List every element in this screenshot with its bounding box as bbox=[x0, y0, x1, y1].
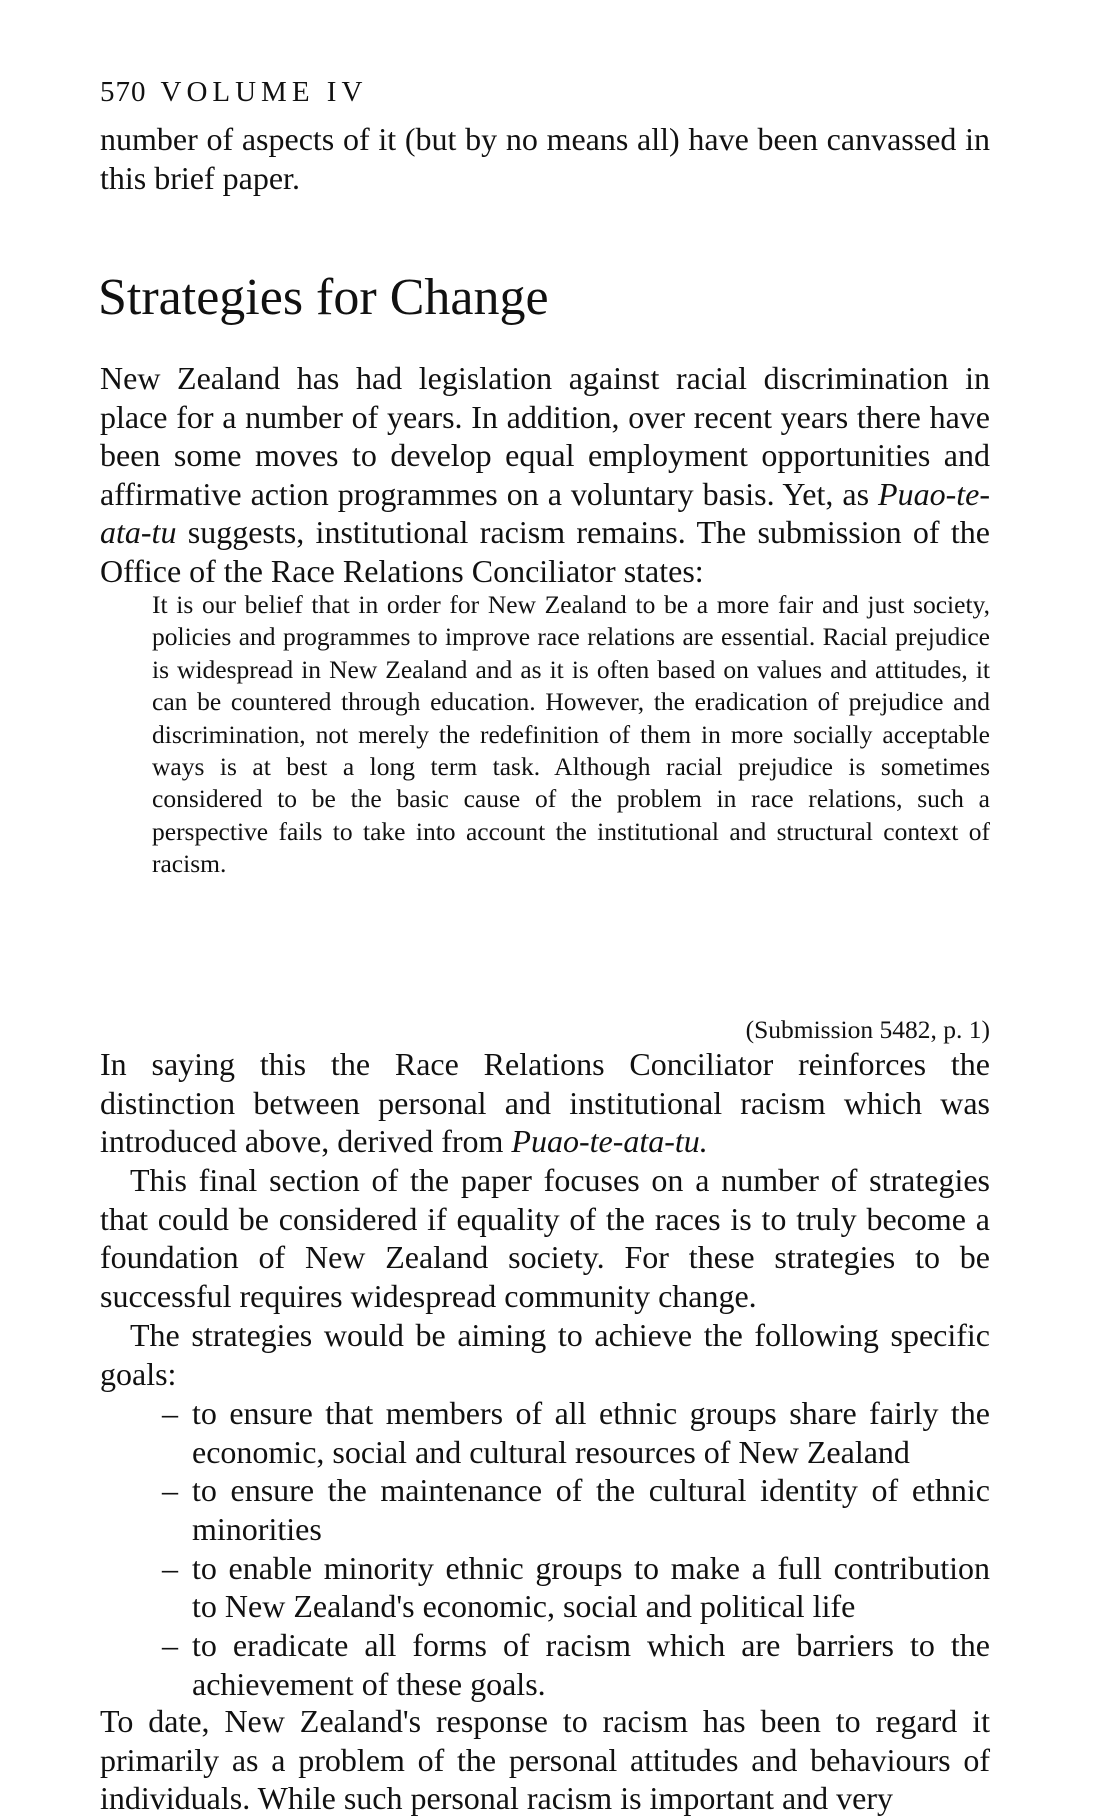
volume-label: VOLUME IV bbox=[160, 76, 368, 108]
page-number: 570 bbox=[100, 76, 147, 108]
goal-item bbox=[162, 1549, 990, 1626]
intro-block bbox=[100, 120, 990, 197]
goal-text: to enable minority ethnic groups to make a full contribution to New Zealand's economic, social and political life bbox=[192, 1549, 990, 1625]
goal-text: to eradicate all forms of racism which are barriers to the achievement of these goals. bbox=[192, 1627, 990, 1702]
quote-citation: (Submission 5482, p. 1) bbox=[745, 1015, 990, 1044]
goal-dash: – bbox=[162, 1472, 178, 1509]
paragraph-1-title: Puao-te-ata-tu bbox=[100, 475, 990, 551]
goal-dash: – bbox=[162, 1549, 178, 1586]
paragraph-4-block bbox=[100, 1316, 990, 1393]
paragraph-5-block bbox=[100, 1702, 990, 1818]
paragraph-3-block bbox=[100, 1161, 990, 1315]
paragraph-1-block bbox=[100, 359, 990, 591]
paragraph-2-block bbox=[100, 1045, 990, 1161]
section-heading: Strategies for Change bbox=[98, 269, 549, 326]
paragraph-1-text-after: suggests, institutional racism remains. The submission of the Office of the Race Relations Conciliator states: bbox=[100, 514, 990, 589]
paragraph-5: To date, New Zealand's response to racism has been to regard it primarily as a problem of the personal attitudes and behaviours of individuals. While such personal racism is important and very bbox=[100, 1703, 990, 1817]
goal-item bbox=[162, 1394, 990, 1471]
goal-dash: – bbox=[162, 1395, 178, 1431]
paragraph-1 bbox=[100, 359, 990, 591]
paragraph-1-text-before: New Zealand has had legislation against racial discrimination in place for a number of years. In addition, over recent years there have been some moves to develop equal employment opportunities and affirmative action programmes on a voluntary basis. Yet, as bbox=[100, 360, 990, 512]
paragraph-2-text-before: In saying this the Race Relations Conciliator reinforces the distinction between personal and institutional racism which was introduced above, derived from bbox=[100, 1046, 990, 1160]
paragraph-4: The strategies would be aiming to achieve the following specific goals: bbox=[100, 1317, 990, 1392]
paragraph-2-title: Puao-te-ata-tu. bbox=[511, 1123, 708, 1160]
intro-paragraph: number of aspects of it (but by no means all) have been canvassed in this brief paper. bbox=[100, 121, 990, 196]
goal-dash: – bbox=[162, 1627, 178, 1664]
paragraph-3: This final section of the paper focuses on a number of strategies that could be considered if equality of the races is to truly become a foundation of New Zealand society. For these strategies to be successful requires widespread community change. bbox=[100, 1162, 990, 1314]
running-head bbox=[100, 78, 367, 107]
block-quote: It is our belief that in order for New Zealand to be a more fair and just society, policies and programmes to improve race relations are essential. Racial prejudice is widespread in New Zealand and as it is often based on values and attitudes, it can be countered through education. However, the eradication of prejudice and discrimination, not merely the redefinition of them in more socially acceptable ways is at best a long term task. Although racial prejudice is sometimes considered to be the basic cause of the problem in race relations, such a perspective fails to take into account the institutional and structural context of racism. bbox=[152, 590, 990, 879]
goal-text: to ensure that members of all ethnic groups share fairly the economic, social and cultural resources of New Zealand bbox=[192, 1395, 990, 1470]
goal-item bbox=[162, 1471, 990, 1548]
goals-list bbox=[162, 1394, 990, 1704]
goal-text: to ensure the maintenance of the cultural identity of ethnic minorities bbox=[192, 1472, 990, 1547]
goal-item bbox=[162, 1626, 990, 1703]
paragraph-2 bbox=[100, 1045, 990, 1161]
